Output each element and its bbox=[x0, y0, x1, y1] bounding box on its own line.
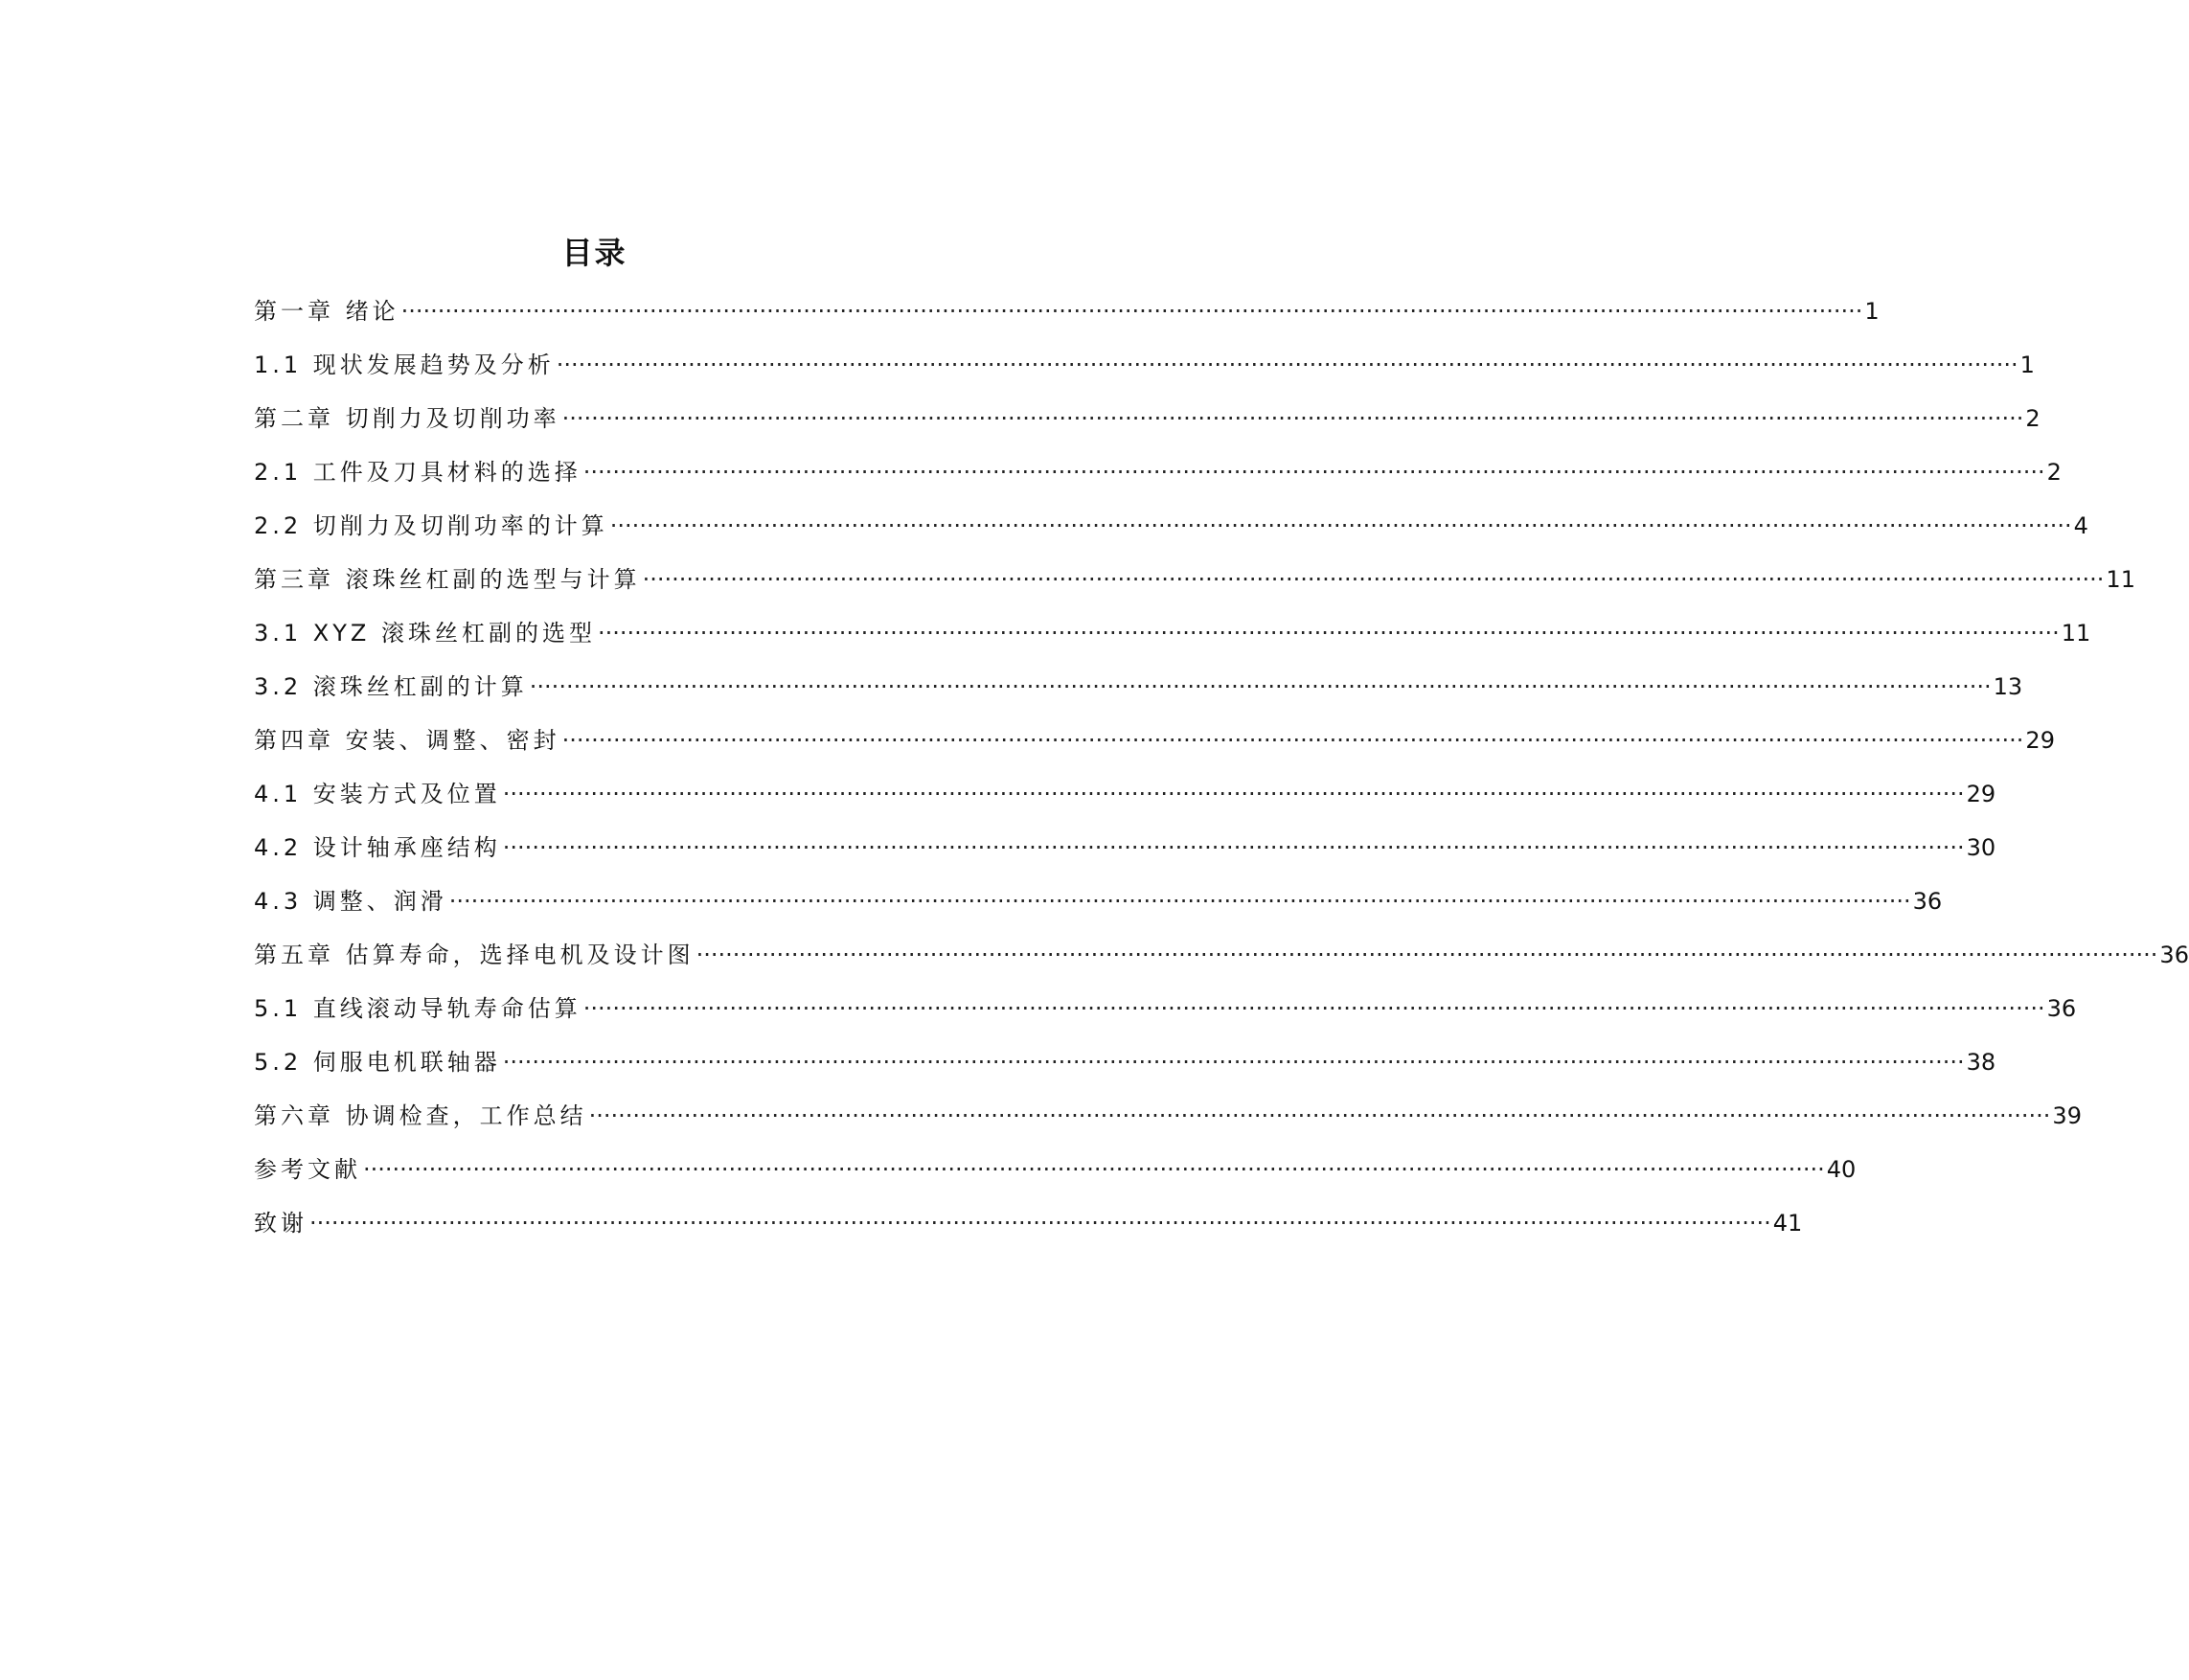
toc-leader-dots: ········································································································································································································ bbox=[597, 620, 2060, 647]
toc-entry[interactable] bbox=[254, 882, 1943, 917]
toc-entry-label: 4.3 调整、润滑 bbox=[254, 888, 447, 915]
toc-entry-label: 2.1 工件及刀具材料的选择 bbox=[254, 459, 581, 486]
toc-entry-page: 40 bbox=[1826, 1156, 1857, 1183]
toc-entry-page: 38 bbox=[1966, 1049, 1996, 1076]
toc-entry[interactable] bbox=[254, 775, 1996, 809]
toc-leader-dots: ········································································································································································································ bbox=[363, 1156, 1825, 1183]
toc-entry-label: 参考文献 bbox=[254, 1156, 361, 1183]
toc-entry-page: 39 bbox=[2052, 1102, 2082, 1129]
toc-entry[interactable] bbox=[254, 399, 2041, 434]
toc-entry[interactable] bbox=[254, 721, 2055, 756]
toc-leader-dots: ········································································································································································································ bbox=[609, 512, 2072, 539]
toc-entry[interactable] bbox=[254, 292, 1880, 327]
toc-entry[interactable] bbox=[254, 560, 2135, 595]
toc-entry-page: 11 bbox=[2106, 566, 2135, 593]
toc-entry-label: 4.2 设计轴承座结构 bbox=[254, 834, 501, 861]
toc-entry-label: 第六章 协调检查，工作总结 bbox=[254, 1102, 587, 1129]
toc-entry-page: 30 bbox=[1966, 834, 1996, 861]
toc-leader-dots: ········································································································································································································ bbox=[582, 995, 2045, 1022]
toc-leader-dots: ········································································································································································································ bbox=[582, 459, 2045, 486]
toc-entry[interactable] bbox=[254, 1150, 1857, 1185]
toc-leader-dots: ········································································································································································································ bbox=[400, 298, 1863, 325]
toc-leader-dots: ········································································································································································································ bbox=[642, 566, 2105, 593]
toc-entry-label: 第五章 估算寿命，选择电机及设计图 bbox=[254, 942, 695, 968]
toc-leader-dots: ········································································································································································································ bbox=[309, 1210, 1771, 1237]
toc-entry-page: 29 bbox=[1966, 781, 1996, 807]
toc-entry[interactable] bbox=[254, 936, 2189, 970]
toc-entry-page: 2 bbox=[2025, 405, 2041, 432]
toc-entry-page: 41 bbox=[1772, 1210, 1803, 1237]
toc-entry[interactable] bbox=[254, 1043, 1996, 1078]
toc-entry[interactable] bbox=[254, 614, 2091, 648]
toc-leader-dots: ········································································································································································································ bbox=[561, 727, 2024, 754]
toc-entry[interactable] bbox=[254, 829, 1996, 863]
toc-leader-dots: ········································································································································································································ bbox=[448, 888, 1911, 915]
toc-leader-dots: ········································································································································································································ bbox=[556, 352, 2018, 378]
toc-leader-dots: ········································································································································································································ bbox=[502, 1049, 1965, 1076]
toc-entry-page: 36 bbox=[1912, 888, 1943, 915]
toc-entry-label: 4.1 安装方式及位置 bbox=[254, 781, 501, 807]
toc-entry[interactable] bbox=[254, 668, 2023, 702]
toc-leader-dots: ········································································································································································································ bbox=[502, 834, 1965, 861]
toc-entry-label: 2.2 切削力及切削功率的计算 bbox=[254, 512, 608, 539]
toc-leader-dots: ········································································································································································································ bbox=[695, 942, 2158, 968]
toc-entry-label: 1.1 现状发展趋势及分析 bbox=[254, 352, 555, 378]
toc-entry[interactable] bbox=[254, 507, 2088, 541]
toc-entry[interactable] bbox=[254, 453, 2062, 488]
toc-entry-page: 11 bbox=[2061, 620, 2091, 647]
toc-entry[interactable] bbox=[254, 1097, 2082, 1131]
toc-leader-dots: ········································································································································································································ bbox=[502, 781, 1965, 807]
toc-entry-page: 1 bbox=[2019, 352, 2035, 378]
toc-entry-page: 36 bbox=[2159, 942, 2189, 968]
toc-entry-page: 4 bbox=[2073, 512, 2088, 539]
toc-entry-page: 13 bbox=[1993, 673, 2023, 700]
toc-entry-label: 第一章 绪论 bbox=[254, 298, 399, 325]
toc-entry[interactable] bbox=[254, 989, 2077, 1024]
toc-entry-page: 2 bbox=[2046, 459, 2062, 486]
toc-entry-page: 29 bbox=[2025, 727, 2055, 754]
toc-entry-label: 3.2 滚珠丝杠副的计算 bbox=[254, 673, 528, 700]
toc-entry-label: 第四章 安装、调整、密封 bbox=[254, 727, 560, 754]
toc-leader-dots: ········································································································································································································ bbox=[588, 1102, 2051, 1129]
toc-leader-dots: ········································································································································································································ bbox=[529, 673, 1992, 700]
toc-entry[interactable] bbox=[254, 1204, 1803, 1238]
toc-leader-dots: ········································································································································································································ bbox=[561, 405, 2024, 432]
toc-entry-label: 第二章 切削力及切削功率 bbox=[254, 405, 560, 432]
toc-entry-label: 第三章 滚珠丝杠副的选型与计算 bbox=[254, 566, 641, 593]
toc-entry-label: 5.1 直线滚动导轨寿命估算 bbox=[254, 995, 581, 1022]
toc-entry-page: 1 bbox=[1864, 298, 1880, 325]
toc-entry-page: 36 bbox=[2046, 995, 2077, 1022]
toc-entry-label: 3.1 XYZ 滚珠丝杠副的选型 bbox=[254, 620, 596, 647]
page-title: 目录 bbox=[561, 235, 627, 271]
toc-entry-label: 致谢 bbox=[254, 1210, 308, 1237]
toc-entry-label: 5.2 伺服电机联轴器 bbox=[254, 1049, 501, 1076]
toc-entry[interactable] bbox=[254, 346, 2035, 380]
